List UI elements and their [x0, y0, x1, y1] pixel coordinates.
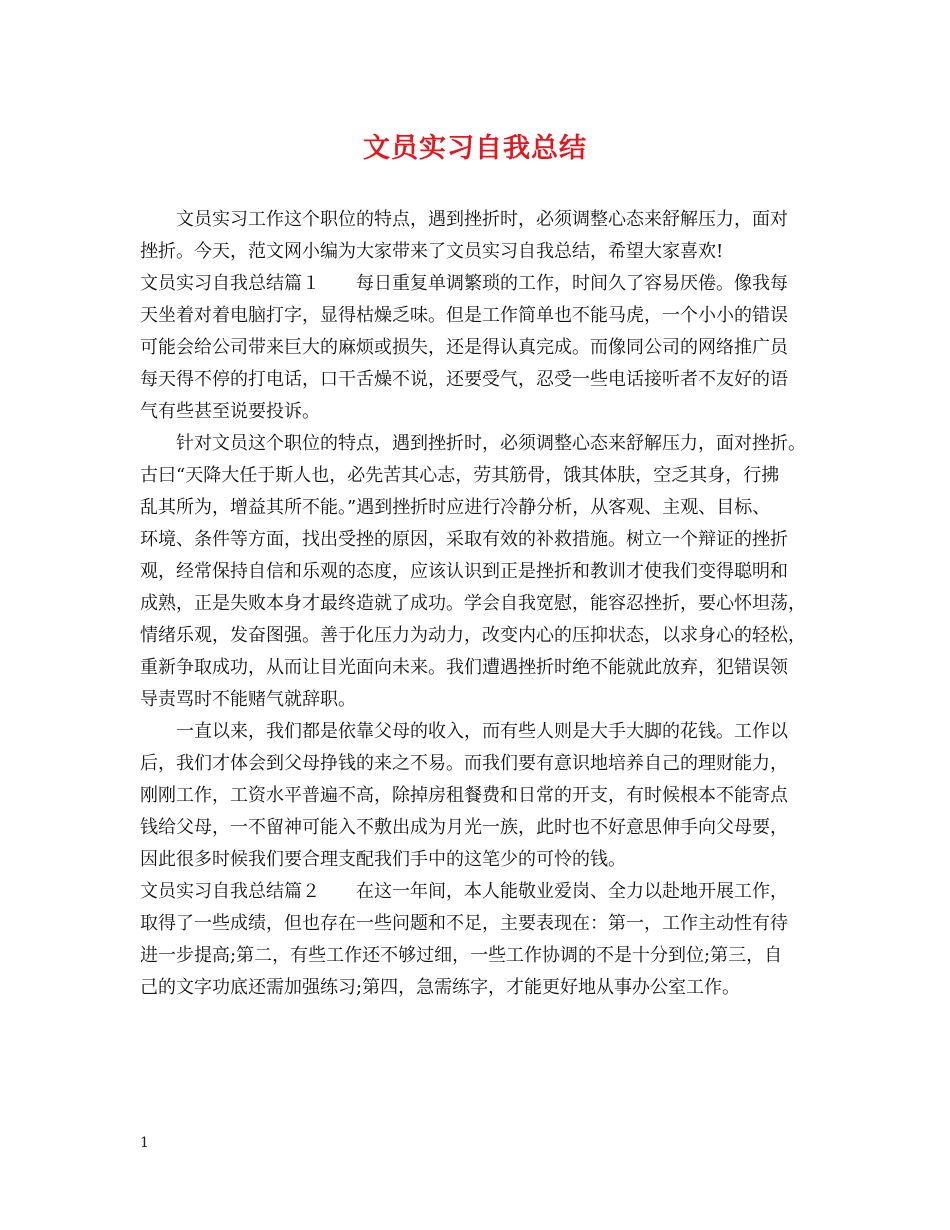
paragraph-line: 挫折。今天，范文网小编为大家带来了文员实习自我总结，希望大家喜欢! — [140, 241, 724, 262]
document-title: 文员实习自我总结 — [363, 133, 587, 164]
paragraph-line: 气有些甚至说要投诉。 — [140, 401, 320, 422]
paragraph-line: 己的文字功底还需加强练习;第四，急需练字，才能更好地从事办公室工作。 — [140, 977, 741, 998]
paragraph-line: 一直以来，我们都是依靠父母的收入，而有些人则是大手大脚的花钱。工作以 — [176, 721, 788, 742]
section-heading-line — [140, 876, 820, 908]
paragraph-line: 钱给父母，一不留神可能入不敷出成为月光一族，此时也不好意思伸手向父母要， — [140, 817, 788, 838]
page-number: 1 — [140, 1135, 149, 1151]
paragraph-line: 天坐着对着电脑打字，显得枯燥乏味。但是工作简单也不能马虎，一个小小的错误 — [140, 305, 788, 326]
section-heading: 文员实习自我总结篇２ — [140, 881, 320, 902]
paragraph-line: 进一步提高;第二，有些工作还不够过细，一些工作协调的不是十分到位;第三，自 — [140, 945, 783, 966]
section-heading: 文员实习自我总结篇１ — [140, 273, 320, 294]
paragraph-line: 每天得不停的打电话，口干舌燥不说，还要受气，忍受一些电话接听者不友好的语 — [140, 369, 788, 390]
paragraph-text: 在这一年间，本人能敬业爱岗、全力以赴地开展工作， — [356, 881, 788, 902]
section-heading-line — [140, 268, 820, 300]
paragraph-line: 观，经常保持自信和乐观的态度，应该认识到正是挫折和教训才使我们变得聪明和 — [140, 561, 788, 582]
paragraph-line: 情绪乐观，发奋图强。善于化压力为动力，改变内心的压抑状态，以求身心的轻松， — [140, 625, 806, 646]
paragraph-text: 每日重复单调繁琐的工作，时间久了容易厌倦。像我每 — [356, 273, 788, 294]
paragraph-line: 因此很多时候我们要合理支配我们手中的这笔少的可怜的钱。 — [140, 849, 626, 870]
paragraph-line: 取得了一些成绩，但也存在一些问题和不足，主要表现在：第一，工作主动性有待 — [140, 913, 788, 934]
paragraph-line: 刚刚工作，工资水平普遍不高，除掉房租餐费和日常的开支，有时候根本不能寄点 — [140, 785, 788, 806]
paragraph-line: 乱其所为，增益其所不能。”遇到挫折时应进行冷静分析，从客观、主观、目标、 — [140, 497, 771, 518]
paragraph-line: 文员实习工作这个职位的特点，遇到挫折时，必须调整心态来舒解压力，面对 — [176, 209, 788, 230]
paragraph-line: 针对文员这个职位的特点，遇到挫折时，必须调整心态来舒解压力，面对挫折。 — [176, 433, 806, 454]
paragraph-line: 重新争取成功，从而让目光面向未来。我们遭遇挫折时绝不能就此放弃，犯错误领 — [140, 657, 788, 678]
document-body — [140, 204, 820, 1004]
paragraph-line: 成熟，正是失败本身才最终造就了成功。学会自我宽慰，能容忍挫折，要心怀坦荡， — [140, 593, 806, 614]
paragraph-line: 可能会给公司带来巨大的麻烦或损失，还是得认真完成。而像同公司的网络推广员 — [140, 337, 788, 358]
paragraph-line: 环境、条件等方面，找出受挫的原因，采取有效的补救措施。树立一个辩证的挫折 — [140, 529, 788, 550]
paragraph-line: 后，我们才体会到父母挣钱的来之不易。而我们要有意识地培养自己的理财能力， — [140, 753, 788, 774]
paragraph-line: 导责骂时不能赌气就辞职。 — [140, 689, 356, 710]
paragraph-line: 古曰“天降大任于斯人也，必先苦其心志，劳其筋骨，饿其体肤，空乏其身，行拂 — [140, 465, 780, 486]
